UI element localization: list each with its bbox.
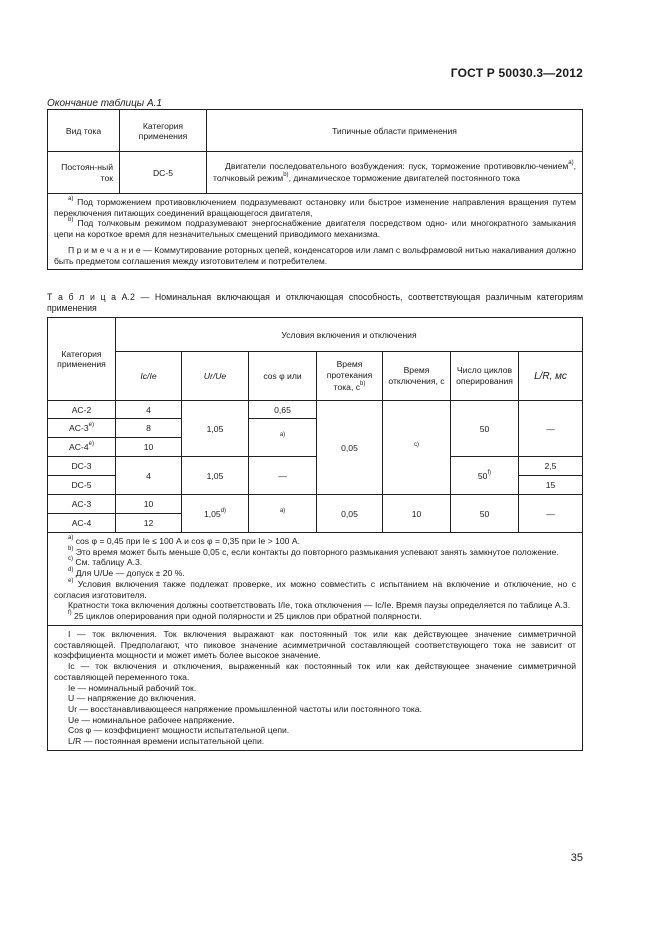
t2-row4-category: DC-3	[48, 457, 116, 476]
t2-lr-ac: —	[519, 401, 583, 457]
t2-row6-ic: 10	[116, 495, 182, 514]
t2-def-lr: L/R — постоянная времени испытательной цепи.	[68, 736, 265, 747]
t2-header-lr: L/R, мс	[519, 352, 583, 401]
t2-header-cos: cos φ или	[249, 352, 317, 401]
t2-def-cos: Cos φ — коэффициент мощности испытательной цепи.	[68, 725, 290, 736]
t2-flow-time: 0,05	[317, 401, 383, 495]
t2-ur-dc: 1,05	[182, 457, 249, 495]
t2-row2-ic: 8	[116, 419, 182, 438]
t2-cycles: 50	[451, 401, 519, 457]
t2-flow-time2: 0,05	[317, 495, 383, 533]
t2-header-ur-ue: Ur/Ue	[182, 352, 249, 401]
t2-footnote-f: $^{f)}$ 25 циклов оперирования при одной полярности и 25 циклов при обратной полярности.	[68, 610, 422, 622]
t2-def-ie: Ie — номинальный рабочий ток.	[68, 682, 197, 693]
page-number: 35	[570, 852, 583, 864]
t2-row7-category: AC-4	[48, 514, 116, 533]
t1-footnotes	[48, 194, 583, 270]
t1-header-category: Категория применения	[120, 110, 207, 152]
t2-footnote-e: $^{e)}$ Условия включения также подлежат проверке, их можно совместить с испытанием на включение и отключение, но с согласия изготовителя.	[54, 577, 576, 600]
t2-row1-category: AC-2	[48, 401, 116, 419]
t2-footnote-ratio: Кратности тока включения должны соответствовать I/Ie, тока отключения — Ic/Ie. Время паузы определяется по таблице А.3.	[68, 600, 571, 611]
t2-row3-category: AC-4$^{e)}$	[48, 438, 116, 457]
t1-footnote-a: $^{a)}$ Под торможением противовключением подразумевают остановку или быстрое изменение направления вращения путем переключения питающих соединений вращающегося двигателя,	[54, 196, 576, 218]
t2-header-category: Категория применения	[48, 318, 116, 401]
t2-lr-dc5: 15	[519, 476, 583, 495]
t2-off-time: c)	[383, 401, 451, 495]
t2-row2-category: AC-3$^{e)}$	[48, 419, 116, 438]
t2-row6-category: AC-3	[48, 495, 116, 514]
t2-row5-category: DC-5	[48, 476, 116, 495]
t2-header-off-time: Время отключения, с	[383, 352, 451, 401]
t2-header-cycles: Число циклов оперирования	[451, 352, 519, 401]
t2-footnote-b: $^{b)}$ Это время может быть меньше 0,05 с, если контакты до повторного размыкания успевают занять замкнутое положение.	[68, 545, 559, 557]
t1-category: DC-5	[120, 152, 207, 194]
t2-cos-ac2: 0,65	[249, 401, 317, 419]
t2-cycles-dc: 50$^{f)}$	[451, 457, 519, 495]
t2-cos-dc: —	[249, 457, 317, 495]
t2-lr-ac2: —	[519, 495, 583, 533]
t1-header-applications: Типичные области применения	[207, 110, 583, 152]
document-id: ГОСТ Р 50030.3—2012	[450, 66, 583, 80]
t2-dc-ic: 4	[116, 457, 182, 495]
t2-row3-ic: 10	[116, 438, 182, 457]
table2-caption: Т а б л и ц а А.2 — Номинальная включающая и отключающая способность, соответствующая различным категориям применения	[47, 292, 583, 314]
t1-current-type: Постоян-ный ток	[48, 152, 120, 194]
t2-ur-ac2: 1,05$^{d)}$	[182, 495, 249, 533]
t2-header-flow-time: Время протекания тока, $с^{b)}$	[317, 352, 383, 401]
t2-header-conditions: Условия включения и отключения	[116, 318, 583, 352]
t2-footnote-c: $^{c)}$ См. таблицу А.3.	[68, 556, 143, 568]
t2-footnote-a: $^{a)}$ cos φ = 0,45 при Ie ≤ 100 А и cos φ = 0,35 при Ie > 100 А.	[68, 535, 300, 546]
t2-def-i: I — ток включения. Ток включения выражают как постоянный ток или как действующее значение симметричной составляющей. Предполагают, что пиковое значение асимметричной составляющей соответствующего тока не зависит от коэффициента мощности и может иметь более высокое значение.	[54, 628, 576, 661]
t2-ur-ac: 1,05	[182, 401, 249, 457]
t2-def-ue: Ue — номинальное рабочее напряжение.	[68, 714, 235, 725]
t2-footnote-d: $^{d)}$ Для U/Ue — допуск ± 20 %.	[68, 567, 185, 579]
t2-header-ic-ie: Ic/Ie	[116, 352, 182, 401]
t2-cos-ac-note: a)	[249, 419, 317, 457]
t2-row7-ic: 12	[116, 514, 182, 533]
t1-footnote-b: $^{b)}$ Под толчковым режимом подразумевают энергоснабжение двигателя посредством одно- или многократного замыкания цепи на короткое время для незначительных смещений приводимого механизма.	[54, 217, 576, 240]
t1-note: П р и м е ч а н и е — Коммутирование роторных цепей, конденсаторов или ламп с вольфрамовой нитью накаливания должно быть предметом соглашения между изготовителем и потребителем.	[54, 244, 577, 266]
table1-caption: Окончание таблицы А.1	[47, 98, 162, 109]
t1-application: Двигатели последовательного возбуждения: пуск, торможение противовклю-чением$^{a)}$, толчковый режим$^{b)}$, динамическое торможение двигателей постоянного тока	[207, 152, 583, 194]
table-a1-end	[47, 109, 583, 270]
t2-cycles2: 50	[451, 495, 519, 533]
t2-off-time2: 10	[383, 495, 451, 533]
t2-def-u: U — напряжение до включения.	[68, 693, 197, 704]
t2-cos-ac2b-note: a)	[249, 495, 317, 533]
t2-lr-dc3: 2,5	[519, 457, 583, 476]
t1-header-current-type: Вид тока	[48, 110, 120, 152]
t2-def-ur: Ur — восстанавливающееся напряжение промышленной частоты или постоянного тока.	[68, 704, 422, 715]
t2-def-ic: Ic — ток включения и отключения, выраженный как постоянный ток или как действующее значение симметричной составляющей переменного тока.	[54, 661, 576, 682]
t2-definitions	[48, 625, 583, 750]
table-a2	[47, 317, 583, 751]
t2-row1-ic: 4	[116, 401, 182, 419]
t2-footnotes	[48, 533, 583, 626]
